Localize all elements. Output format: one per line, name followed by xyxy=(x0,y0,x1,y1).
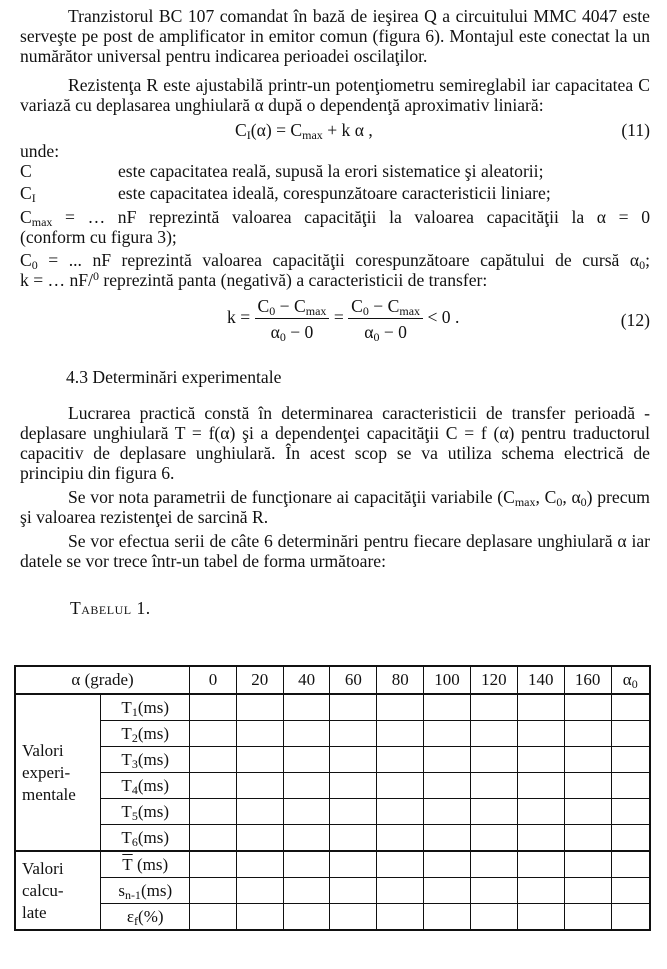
definition-cmax: $C_{max}$ = … nF reprezintă valoarea capacităţii la valoarea capacităţii la α = 0 xyxy=(20,207,650,229)
header-angle: 160 xyxy=(564,666,611,694)
document-page xyxy=(20,6,650,618)
header-angle-alpha0: $\alpha_0$ xyxy=(611,666,650,694)
header-angle: 0 xyxy=(190,666,237,694)
group-calculated-label: Valori calcu- late xyxy=(15,851,101,930)
header-angle: 140 xyxy=(517,666,564,694)
table-header-row xyxy=(15,666,650,694)
table-row xyxy=(15,694,650,721)
definition-ci: $C_I$ este capacitatea ideală, corespunzătoare caracteristicii liniare; xyxy=(20,183,551,205)
group-experimental-label: Valori experi- mentale xyxy=(15,694,101,851)
table-row xyxy=(15,747,650,773)
definition-c0: $C_0$ = ... nF reprezintă valoarea capacităţii corespunzătoare capătului de cursă $\alpha_0$; xyxy=(20,250,650,272)
header-angle: 120 xyxy=(470,666,517,694)
paragraph-series: Se vor efectua serii de câte 6 determinări pentru fiecare deplasare unghiulară α iar datele se vor trece într-un tabel de forma următoare: xyxy=(20,531,650,571)
header-angle: 80 xyxy=(377,666,424,694)
row-label: $\overline{T}$ (ms) xyxy=(101,851,190,878)
paragraph-resistance: Rezistenţa R este ajustabilă printr-un potenţiometru semireglabil iar capacitatea C variază cu deplasarea unghiulară α după o dependenţă aproximativ liniară: xyxy=(20,75,650,115)
table-row xyxy=(15,878,650,904)
fraction-1: $\frac{C_0 - C_{max}}{\alpha_0 - 0}$ xyxy=(255,296,330,342)
row-label: $s_{n-1}(ms)$ xyxy=(101,878,190,904)
table-row xyxy=(15,721,650,747)
header-angle: 40 xyxy=(283,666,330,694)
unde-label: unde: xyxy=(20,141,60,161)
paragraph-practical: Lucrarea practică constă în determinarea caracteristicii de transfer perioadă - deplasare unghiulară T = f(α) şi a dependenţei capacităţii C = f (α) pentru traductorul capacitiv de deplasare unghiulară. În acest scop se va utiliza schema electrică de principiu din figura 6. xyxy=(20,403,650,483)
equation-11 xyxy=(20,115,650,145)
equation-11-body: $C_I(\alpha) = C_{max} + k$ α , xyxy=(235,120,373,142)
equation-12-number: (12) xyxy=(620,310,650,330)
row-label: $T_6(ms)$ xyxy=(101,825,190,852)
definition-cmax-cont: (conform cu figura 3); xyxy=(20,227,177,247)
row-label: $T_5(ms)$ xyxy=(101,799,190,825)
header-angle: 100 xyxy=(424,666,471,694)
row-label: $T_1(ms)$ xyxy=(101,694,190,721)
row-label: $T_3(ms)$ xyxy=(101,747,190,773)
row-label: $\varepsilon_f(\%)$ xyxy=(101,904,190,931)
section-heading: 4.3 Determinări experimentale xyxy=(66,367,282,387)
header-angle: 60 xyxy=(330,666,377,694)
paragraph-parameters: Se vor nota parametrii de funcţionare ai capacităţii variabile ($C_{max}$, $C_0$, $\alpha_0$) precum şi valoarea rezistenţei de sarcină R. xyxy=(20,487,650,527)
equation-12 xyxy=(20,292,650,354)
table-row xyxy=(15,799,650,825)
equation-11-number: (11) xyxy=(621,120,650,140)
paragraph-intro: Tranzistorul BC 107 comandat în bază de ieşirea Q a circuitului MMC 4047 este serveşte pe post de amplificator in emitor comun (figura 6). Montajul este conectat la un numărător universal pentru indicarea perioadei oscilaţilor. xyxy=(20,6,650,66)
table-title: Tabelul 1. xyxy=(70,598,151,618)
definition-c: C este capacitatea reală, supusă la erori sistematice şi aleatorii; xyxy=(20,161,544,181)
header-angle: 20 xyxy=(236,666,283,694)
row-label: $T_4(ms)$ xyxy=(101,773,190,799)
row-label: $T_2(ms)$ xyxy=(101,721,190,747)
table-row xyxy=(15,904,650,931)
fraction-2: $\frac{C_0 - C_{max}}{\alpha_0 - 0}$ xyxy=(348,296,423,342)
equation-12-body: k = $\frac{C_0 - C_{max}}{\alpha_0 - 0}$ = $\frac{C_0 - C_{max}}{\alpha_0 - 0}$ < 0 . xyxy=(227,296,460,344)
data-table xyxy=(14,665,651,931)
table-row xyxy=(15,773,650,799)
table-row xyxy=(15,825,650,852)
table-row xyxy=(15,851,650,878)
definition-k: k = … nF/$^0$ reprezintă panta (negativă) a caracteristicii de transfer: xyxy=(20,269,488,290)
header-alpha-label: α (grade) xyxy=(15,666,190,694)
